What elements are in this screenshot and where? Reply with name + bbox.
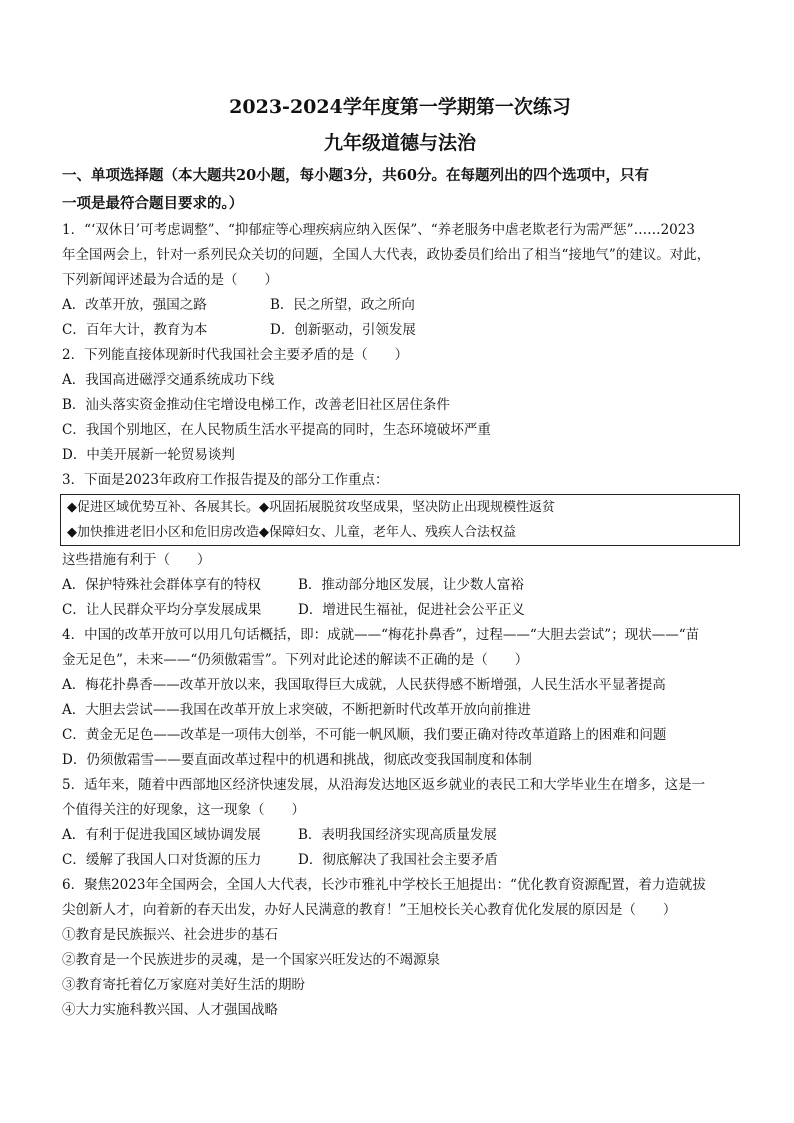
question-text-line: 3．下面是2023年政府工作报告提及的部分工作重点： (62, 472, 389, 488)
option-d: D．创新驱动，引领发展 (270, 322, 416, 338)
option-d: D．仍须傲霜雪——要直面改革过程中的机遇和挑战，彻底改变我国制度和体制 (62, 752, 532, 768)
question-text-line: 1．“‘双休日’可考虑调整”、“抑郁症等心理疾病应纳入医保”、“养老服务中虐老欺老行为需严惩”……2023 (62, 222, 695, 238)
option-row (62, 823, 738, 848)
question-3 (62, 468, 738, 623)
option-a: A．保护特殊社会群体享有的特权 (62, 577, 261, 593)
question-text-line: 4．中国的改革开放可以用几句话概括，即：成就——“梅花扑鼻香”，过程——“大胆去尝试”；现状——“苗 (62, 627, 700, 643)
question-text-line: 6．聚焦2023年全国两会，全国人大代表，长沙市雅礼中学校长王旭提出：“优化教育资源配置，着力造就拔 (62, 877, 706, 893)
section-heading-line1: 一、单项选择题（本大题共20小题，每小题3分，共60分。在每题列出的四个选项中，只有 (62, 167, 649, 184)
option-b: B．汕头落实资金推动住宅增设电梯工作，改善老旧社区居住条件 (62, 397, 450, 413)
statement-1: ①教育是民族振兴、社会进步的基石 (62, 927, 278, 943)
exam-subtitle: 九年级道德与法治 (323, 132, 476, 154)
option-row (62, 318, 738, 343)
option-c: C．黄金无足色——改革是一项伟大创举，不可能一帆风顺，我们要正确对待改革道路上的困难和问题 (62, 727, 667, 743)
exam-title: 2023-2024学年度第一学期第一次练习 (229, 96, 571, 118)
option-row (62, 293, 738, 318)
option-c: C．让人民群众平均分享发展成果 (62, 602, 262, 618)
statement-4: ④大力实施科教兴国、人才强国战略 (62, 1002, 278, 1018)
option-b: B．民之所望，政之所向 (270, 297, 415, 313)
option-a: A．我国高进磁浮交通系统成功下线 (62, 372, 275, 388)
option-d: D．彻底解决了我国社会主要矛盾 (298, 852, 498, 868)
question-4 (62, 623, 738, 773)
question-text-line: 2．下列能直接体现新时代我国社会主要矛盾的是（ ） (62, 347, 409, 363)
question-text-line: 尖创新人才，向着新的春天出发，办好人民满意的教育！”王旭校长关心教育优化发展的原因是（ ） (62, 902, 677, 918)
material-box-line: ◆促进区域优势互补、各展其长。◆巩固拓展脱贫攻坚成果，坚决防止出现规模性返贫 (67, 500, 555, 515)
option-a: A．梅花扑鼻香——改革开放以来，我国取得巨大成就，人民获得感不断增强，人民生活水平显著提高 (62, 677, 666, 693)
question-6 (62, 873, 738, 1023)
exam-page (62, 94, 738, 1023)
question-text-line: 5．适年来，随着中西部地区经济快速发展，从沿海发达地区返乡就业的表民工和大学毕业生在增多，这是一 (62, 777, 706, 793)
statement-3: ③教育寄托着亿万家庭对美好生活的期盼 (62, 977, 305, 993)
option-b: A．大胆去尝试——我国在改革开放上求突破，不断把新时代改革开放向前推进 (62, 702, 531, 718)
option-c: C．缓解了我国人口对货源的压力 (62, 852, 262, 868)
section-heading-line2: 一项是最符合题目要求的。） (62, 195, 244, 212)
option-b: B．表明我国经济实现高质量发展 (298, 827, 497, 843)
option-row (62, 573, 738, 598)
question-2 (62, 343, 738, 468)
material-box (60, 494, 740, 546)
question-text-line: 年全国两会上，针对一系列民众关切的问题，全国人大代表，政协委员们给出了相当“接地气”的建议。对此， (62, 247, 711, 263)
question-5 (62, 773, 738, 873)
option-c: C．百年大计，教育为本 (62, 322, 208, 338)
option-d: D．增进民生福祉，促进社会公平正义 (298, 602, 525, 618)
question-text-line: 下列新闻评述最为合适的是（ ） (62, 272, 278, 288)
option-a: A．改革开放，强国之路 (62, 297, 207, 313)
question-1 (62, 218, 738, 343)
option-row (62, 848, 738, 873)
section-heading (62, 162, 738, 218)
question-text-line: 个值得关注的好现象，这一现象（ ） (62, 802, 305, 818)
option-a: A．有利于促进我国区域协调发展 (62, 827, 261, 843)
option-row (62, 598, 738, 623)
option-c: C．我国个别地区，在人民物质生活水平提高的同时，生态环境破坏严重 (62, 422, 491, 438)
statement-2: ②教育是一个民族进步的灵魂，是一个国家兴旺发达的不竭源泉 (62, 952, 440, 968)
question-text-line: 这些措施有利于（ ） (62, 552, 211, 568)
question-text-line: 金无足色”，未来——“仍须傲霜雪”。下列对此论述的解读不正确的是（ ） (62, 652, 529, 668)
material-box-line: ◆加快推进老旧小区和危旧房改造◆保障妇女、儿童，老年人、残疾人合法权益 (67, 525, 516, 540)
option-b: B．推动部分地区发展，让少数人富裕 (298, 577, 524, 593)
option-d: D．中美开展新一轮贸易谈判 (62, 447, 235, 463)
